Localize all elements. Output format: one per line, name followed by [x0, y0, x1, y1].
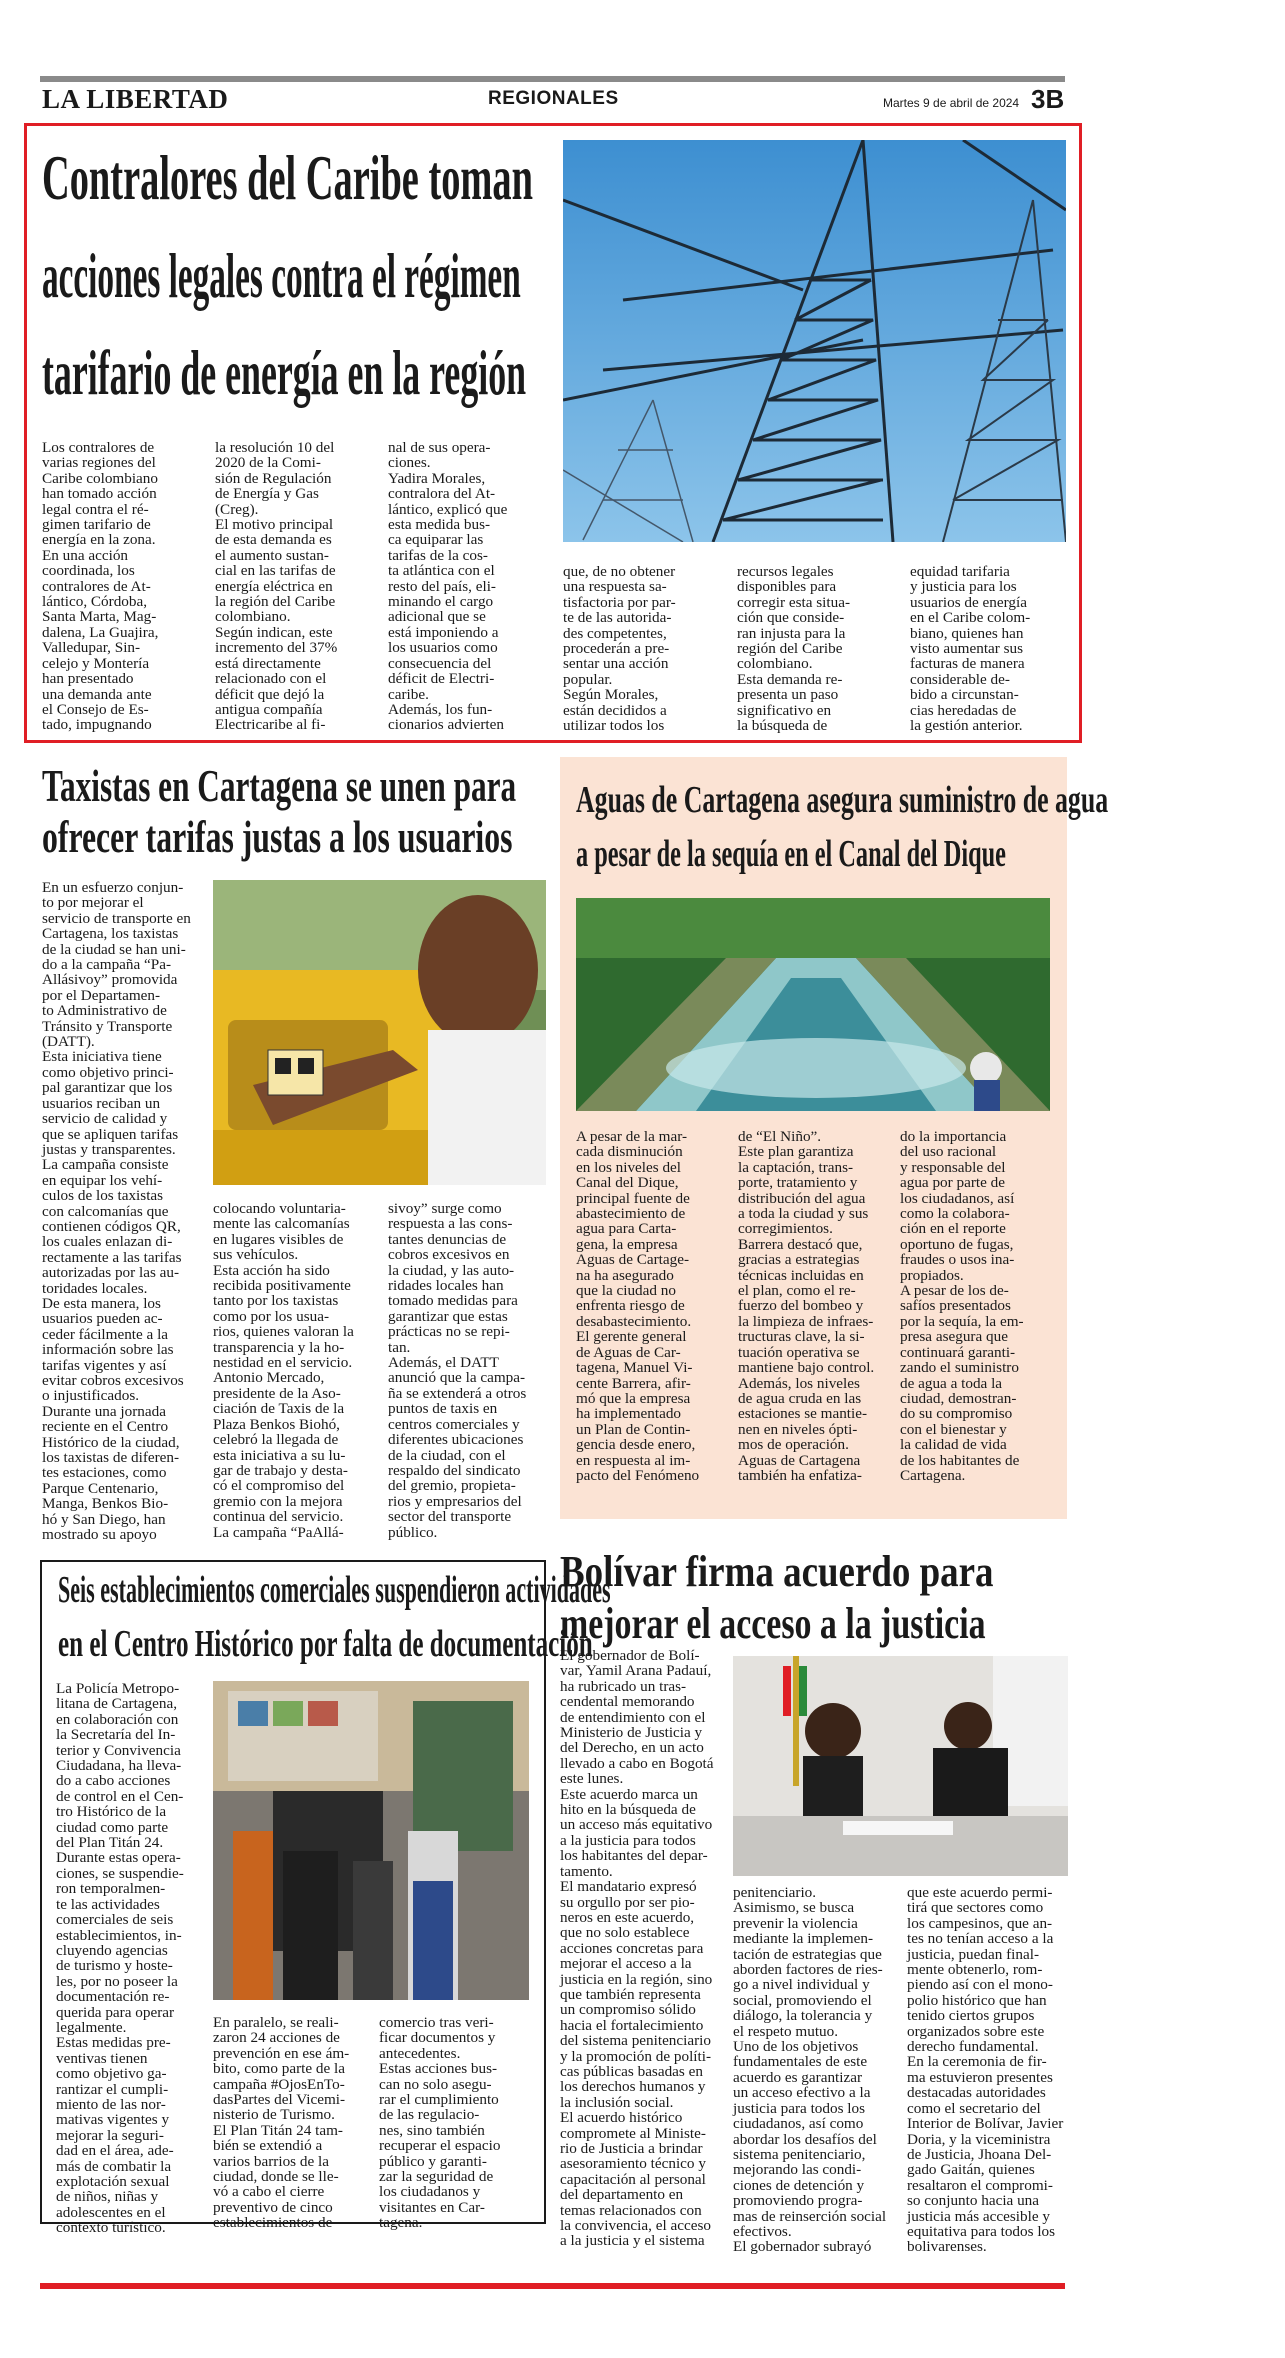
article-water-headline-line-1: Aguas de Cartagena asegura suministro de agua	[576, 779, 1109, 821]
article-energy-col-5: recursos legales disponibles para corregir esta situa- ción que conside- ran injusta para la región del Caribe colombiano. Esta demanda re- presenta un paso significativo en la búsqueda de	[737, 563, 851, 735]
article-water-col-1: A pesar de la mar- cada disminución en los niveles del Canal del Dique, principal fuente de abastecimiento de agua para Carta- gena, la empresa Aguas de Cartage- na ha asegurado que la ciudad no enfrenta riesgo de desabastecimiento. El gerente general de Aguas de Car- tagena, Manuel Vi- cente Barrera, afir- mó que la empresa ha implementado un Plan de Contin- gencia desde enero, en respuesta al im- pacto del Fenómeno	[576, 1128, 700, 1484]
article-energy-headline-line-3: tarifario de energía en la región	[42, 337, 527, 408]
photo-police-inspection	[213, 1681, 529, 2000]
article-water-col-3: do la importancia del uso racional y responsable del agua por parte de los ciudadanos, así como la colabora- ción en el reporte oportuno de fugas, fraudes o usos ina- propiados. A pesar de los de- safíos presentados por la sequía, la em- presa asegura que continuará garanti- zando el suministro de agua a toda la ciudad, demostran- do su compromiso con el bienestar y la calidad de vida de los habitantes de Cartagena.	[900, 1128, 1024, 1484]
article-police-headline-line-1: Seis establecimientos comerciales suspendieron actividades	[58, 1569, 611, 1611]
article-justice-col-3: que este acuerdo permi- tirá que sectores como los campesinos, que an- tes no tenían acceso a la justicia, puedan final- mente obtenerlo, rom- piendo así con el mono- polio histórico que han tenido ciertos grupos organizados sobre este derecho fundamental. En la ceremonia de fir- ma estuvieron presentes destacadas autoridades como el secretario del Interior de Bolívar, Javier Doria, y la viceministra de Justicia, Jhoana Del- gado Gaitán, quienes resaltaron el compromi- so conjunto hacia una justicia más accesible y equitativa para todos los bolivarenses.	[907, 1884, 1064, 2256]
article-police-headline-line-2: en el Centro Histórico por falta de documentación	[58, 1623, 593, 1665]
article-justice-headline-line-1: Bolívar firma acuerdo para	[560, 1547, 994, 1596]
article-police-col-2: En paralelo, se reali- zaron 24 acciones de prevención en ese ám- bito, como parte de la campaña #OjosEnTo- dasPartes del Vicemi- nisterio de Turismo. El Plan Titán 24 tam- bién se extendió a varios barrios de la ciudad, donde se lle- vó a cabo el cierre preventivo de cinco establecimientos de	[213, 2014, 350, 2232]
article-taxis-headline-line-2: ofrecer tarifas justas a los usuarios	[42, 811, 513, 862]
article-energy-col-6: equidad tarifaria y justicia para los usuarios de energía en el Caribe colom- biano, quienes han visto aumentar sus facturas de manera considerable de- bido a circunstan- cias heredadas de la gestión anterior.	[910, 563, 1031, 735]
top-rule	[40, 76, 1065, 82]
article-police-col-3: comercio tras veri- ficar documentos y antecedentes. Estas acciones bus- can no solo asegu- rar el cumplimiento de las regulacio- nes, sino también recuperar el espacio público y garanti- zar la seguridad de los ciudadanos y visitantes en Car- tagena.	[379, 2014, 501, 2232]
article-energy-col-1: Los contralores de varias regiones del Caribe colombiano han tomado acción legal contra el ré- gimen tarifario de energía en la zona. En una acción coordinada, los contralores de At- lántico, Córdoba, Santa Marta, Mag- dalena, La Guajira, Valledupar, Sin- celejo y Montería han presentado una demanda ante el Consejo de Es- tado, impugnando	[42, 439, 159, 734]
article-water-headline-line-2: a pesar de la sequía en el Canal del Dique	[576, 833, 1006, 875]
article-taxis-col-1: En un esfuerzo conjun- to por mejorar el servicio de transporte en Cartagena, los taxistas de la ciudad se han uni- do a la campaña “Pa- Allásivoy” promovida por el Departamen- to Administrativo de Tránsito y Transporte (DATT). Esta iniciativa tiene como objetivo princi- pal garantizar que los usuarios reciban un servicio de calidad y que se apliquen tarifas justas y transparentes. La campaña consiste en equipar los vehí- culos de los taxistas con calcomanías que contienen códigos QR, los cuales enlazan di- rectamente a las tarifas autorizadas por las au- toridades locales. De esta manera, los usuarios pueden ac- ceder fácilmente a la información sobre las tarifas vigentes y así evitar cobros excesivos o injustificados. Durante una jornada reciente en el Centro Histórico de la ciudad, los taxistas de diferen- tes estaciones, como Parque Centenario, Manga, Benkos Bio- hó y San Diego, han mostrado su apoyo	[42, 879, 191, 1544]
article-energy-col-2: la resolución 10 del 2020 de la Comi- sión de Regulación de Energía y Gas (Creg). El motivo principal de esta demanda es el aumento sustan- cial en las tarifas de energía eléctrica en la región del Caribe colombiano. Según indican, este incremento del 37% está directamente relacionado con el déficit que dejó la antigua compañía Electricaribe al fi-	[215, 439, 338, 734]
article-police-col-1: La Policía Metropo- litana de Cartagena, en colaboración con la Secretaría del In- terior y Convivencia Ciudadana, ha lleva- do a cabo acciones de control en el Cen- tro Histórico de la ciudad como parte del Plan Titán 24. Durante estas opera- ciones, se suspendie- ron temporalmen- te las actividades comerciales de seis establecimientos, in- cluyendo agencias de turismo y hoste- les, por no poseer la documentación re- querida para operar legalmente. Estas medidas pre- ventivas tienen como objetivo ga- rantizar el cumpli- miento de las nor- mativas vigentes y mejorar la seguri- dad en el área, ade- más de combatir la explotación sexual de niños, niñas y adolescentes en el contexto turístico.	[56, 1680, 184, 2237]
photo-power-towers	[563, 140, 1066, 542]
page-number: 3B	[1031, 84, 1065, 114]
article-energy-col-3: nal de sus opera- ciones. Yadira Morales, contralora del At- lántico, explicó que esta medida bus- ca equiparar las tarifas de la cos- ta atlántica con el resto del país, eli- minando el cargo adicional que se está imponiendo a los usuarios como consecuencia del déficit de Electri- caribe. Además, los fun- cionarios advierten	[388, 439, 508, 734]
photo-taxi-sticker	[213, 880, 546, 1185]
article-justice-headline-line-2: mejorar el acceso a la justicia	[560, 1599, 986, 1648]
article-taxis-col-2: colocando voluntaria- mente las calcomanías en lugares visibles de sus vehículos. Esta acción ha sido recibida positivamente tanto por los taxistas como por los usua- rios, quienes valoran la transparencia y la ho- nestidad en el servicio. Antonio Mercado, presidente de la Aso- ciación de Taxis de la Plaza Benkos Biohó, celebró la llegada de esta iniciativa a su lu- gar de trabajo y desta- có el compromiso del gremio con la mejora continua del servicio. La campaña “PaAllá-	[213, 1200, 354, 1541]
photo-water-plant	[576, 898, 1050, 1111]
photo-signing-ceremony	[733, 1656, 1068, 1876]
bottom-rule	[40, 2283, 1065, 2289]
paper-name: LA LIBERTAD	[42, 84, 229, 114]
article-taxis-col-3: sivoy” surge como respuesta a las cons- tantes denuncias de cobros excesivos en la ciudad, y las auto- ridades locales han tomado medidas para garantizar que estas prácticas no se repi- tan. Además, el DATT anunció que la campa- ña se extenderá a otros puntos de taxis en centros comerciales y diferentes ubicaciones de la ciudad, con el respaldo del sindicato del gremio, propieta- rios y empresarios del sector del transporte público.	[388, 1200, 527, 1541]
article-justice-col-1: El gobernador de Bolí- var, Yamil Arana Padauí, ha rubricado un tras- cendental memorando de entendimiento con el Ministerio de Justicia y del Derecho, en un acto llevado a cabo en Bogotá este lunes. Este acuerdo marca un hito en la búsqueda de un acceso más equitativo a la justicia para todos los habitantes del depar- tamento. El mandatario expresó su orgullo por ser pio- neros en este acuerdo, que no solo establece acciones concretas para mejorar el acceso a la justicia en la región, sino que también representa un compromiso sólido hacia el fortalecimiento del sistema penitenciario y la promoción de políti- cas públicas basadas en los derechos humanos y la inclusión social. El acuerdo histórico compromete al Ministe- rio de Justicia a brindar asesoramiento técnico y capacitación al personal del departamento en temas relacionados con la convivencia, el acceso a la justicia y el sistema	[560, 1647, 714, 2250]
article-water-col-2: de “El Niño”. Este plan garantiza la captación, trans- porte, tratamiento y distribución del agua a toda la ciudad y sus corregimientos. Barrera destacó que, gracias a estrategias técnicas incluidas en el plan, como el re- fuerzo del bombeo y la limpieza de infraes- tructuras clave, la si- tuación operativa se mantiene bajo control. Además, los niveles de agua cruda en las estaciones se mantie- nen en niveles ópti- mos de operación. Aguas de Cartagena también ha enfatiza-	[738, 1128, 875, 1484]
issue-date: Martes 9 de abril de 2024	[883, 96, 1020, 110]
section-name: REGIONALES	[488, 88, 619, 109]
article-energy-col-4: que, de no obtener una respuesta sa- tisfactoria por par- te de las autorida- des competentes, procederán a pre- sentar una acción popular. Según Morales, están decididos a utilizar todos los	[563, 563, 676, 735]
article-justice-col-2: penitenciario. Asimismo, se busca prevenir la violencia mediante la implemen- tación de estrategias que aborden factores de ries- go a nivel individual y social, promoviendo el diálogo, la tolerancia y el respeto mutuo. Uno de los objetivos fundamentales de este acuerdo es garantizar un acceso efectivo a la justicia para todos los ciudadanos, así como abordar los desafíos del sistema penitenciario, mejorando las condi- ciones de detención y promoviendo progra- mas de reinserción social efectivos. El gobernador subrayó	[733, 1884, 887, 2256]
article-energy-headline-line-1: Contralores del Caribe toman	[42, 142, 533, 213]
article-taxis-headline-line-1: Taxistas en Cartagena se unen para	[42, 760, 517, 811]
article-energy-headline-line-2: acciones legales contra el régimen	[42, 240, 521, 311]
